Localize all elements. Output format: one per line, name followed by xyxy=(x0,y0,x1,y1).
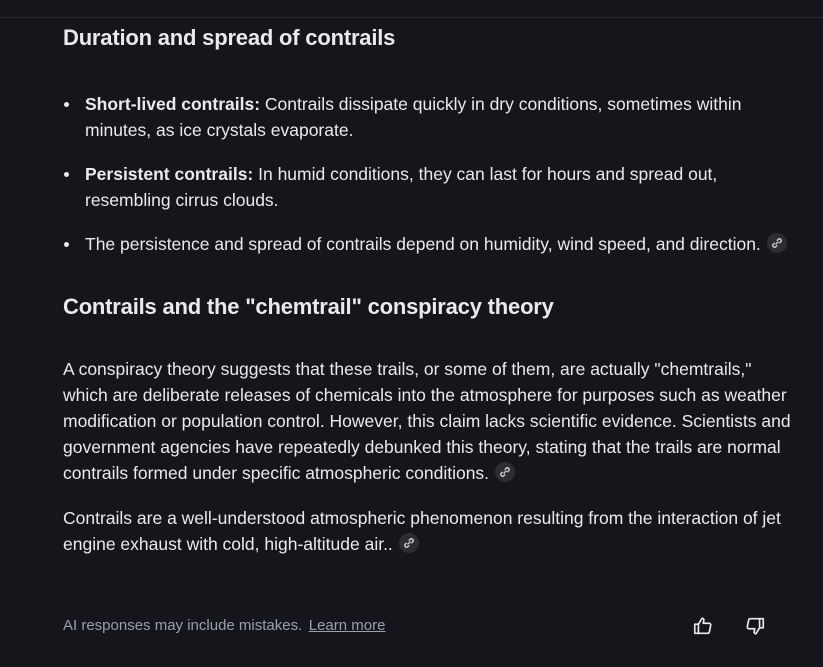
bullet-term: Short-lived contrails: xyxy=(85,94,261,114)
list-item xyxy=(85,91,793,143)
paragraph: Contrails are a well-understood atmospheric phenomenon resulting from the interaction of jet engine exhaust with cold, high-altitude air.. xyxy=(63,508,781,554)
response-footer xyxy=(63,615,766,637)
top-divider xyxy=(0,17,823,18)
bullet-term: Persistent contrails: xyxy=(85,164,254,184)
disclaimer-text: AI responses may include mistakes. xyxy=(63,617,303,634)
ai-response xyxy=(63,24,793,557)
list-item xyxy=(85,161,793,213)
bullet-text: In humid conditions, they can last for hours and spread out, resembling cirrus clouds. xyxy=(85,164,718,210)
source-link-button[interactable] xyxy=(767,233,787,253)
thumbs-up-icon xyxy=(692,615,714,637)
thumbs-down-button[interactable] xyxy=(744,615,766,637)
section-heading-duration: Duration and spread of contrails xyxy=(63,25,396,50)
link-icon xyxy=(499,466,511,478)
paragraph: A conspiracy theory suggests that these trails, or some of them, are actually "chemtrails," which are deliberate releases of chemicals into the atmosphere for purposes such as weather modification or population control. However, this claim lacks scientific evidence. Scientists and government agencies have repeatedly debunked this theory, stating that the trails are normal contrails formed under specific atmospheric conditions. xyxy=(63,359,791,483)
list-item xyxy=(85,231,793,257)
thumbs-up-button[interactable] xyxy=(692,615,714,637)
link-icon xyxy=(403,537,415,549)
thumbs-down-icon xyxy=(744,615,766,637)
link-icon xyxy=(771,237,783,249)
section-heading-chemtrail: Contrails and the "chemtrail" conspiracy theory xyxy=(63,294,554,319)
bullet-text: Contrails dissipate quickly in dry conditions, sometimes within minutes, as ice crystals evaporate. xyxy=(85,94,742,140)
bullet-list xyxy=(63,91,793,257)
source-link-button[interactable] xyxy=(399,533,419,553)
learn-more-link[interactable]: Learn more xyxy=(308,617,386,634)
bullet-text: The persistence and spread of contrails depend on humidity, wind speed, and direction. xyxy=(85,234,761,254)
source-link-button[interactable] xyxy=(495,462,515,482)
